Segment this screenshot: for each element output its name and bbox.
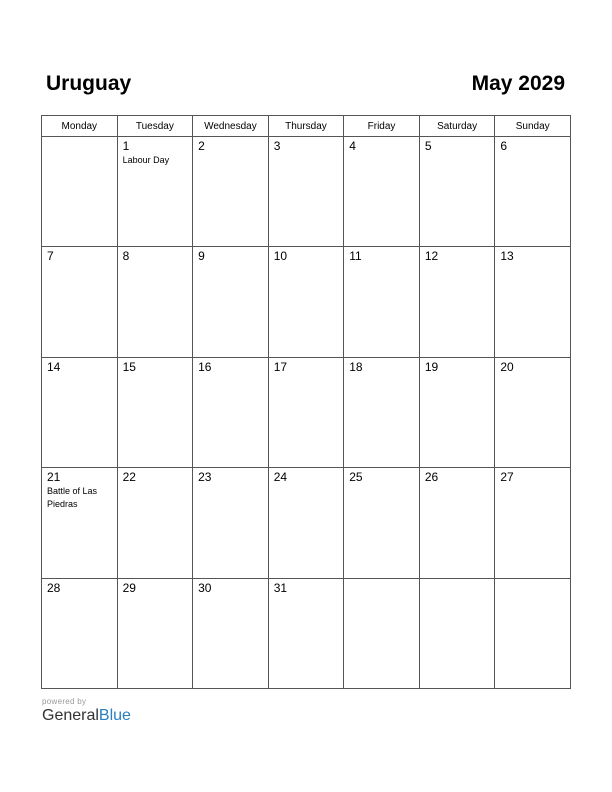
day-number: 27 (500, 470, 514, 485)
day-number: 11 (349, 249, 362, 264)
week-row (42, 468, 571, 578)
day-cell (268, 137, 344, 247)
day-number: 17 (273, 359, 288, 374)
day-number: 13 (500, 249, 514, 264)
week-row (42, 137, 571, 247)
day-cell (419, 578, 495, 688)
holiday-label: Battle of Las Piedras (47, 486, 98, 510)
day-number: 31 (273, 580, 288, 595)
day-cell (117, 468, 193, 578)
day-number: 30 (198, 580, 212, 595)
day-cell (42, 247, 118, 357)
weekday-header: Saturday (419, 116, 495, 137)
day-number: 4 (349, 139, 356, 153)
day-number: 24 (273, 470, 288, 485)
day-cell (495, 468, 571, 578)
day-cell (193, 578, 269, 688)
day-cell (193, 247, 269, 357)
day-cell (419, 137, 495, 247)
day-cell (495, 247, 571, 357)
day-number: 21 (47, 470, 61, 485)
day-number: 15 (122, 359, 136, 374)
weekday-header: Sunday (495, 116, 571, 137)
day-cell (42, 468, 118, 578)
weekday-header: Tuesday (117, 116, 193, 137)
day-cell (117, 247, 193, 357)
holiday-label: Labour Day (122, 155, 170, 165)
day-number: 3 (273, 139, 281, 153)
day-cell (193, 357, 269, 467)
day-cell (268, 468, 344, 578)
day-number: 23 (198, 470, 212, 485)
day-number: 1 (122, 139, 130, 153)
day-number: 16 (198, 359, 212, 374)
day-number: 6 (500, 139, 508, 153)
day-cell (344, 357, 420, 467)
day-cell (344, 468, 420, 578)
day-cell (344, 137, 420, 247)
day-number: 9 (198, 249, 205, 264)
day-cell (117, 357, 193, 467)
day-cell (419, 468, 495, 578)
day-cell (419, 247, 495, 357)
powered-by-text: powered by (42, 697, 87, 706)
brand-general-text: General (42, 707, 99, 724)
day-number: 8 (122, 249, 130, 264)
day-number: 26 (424, 470, 439, 485)
day-cell (117, 137, 193, 247)
day-number: 7 (47, 249, 54, 264)
day-cell (495, 137, 571, 247)
day-number: 5 (424, 139, 432, 153)
day-number: 18 (349, 359, 363, 374)
weekday-header: Wednesday (193, 116, 269, 137)
footer-branding (42, 697, 131, 725)
day-cell (42, 357, 118, 467)
country-title: Uruguay (46, 72, 132, 95)
weekday-header: Thursday (268, 116, 344, 137)
day-number: 22 (122, 470, 136, 485)
calendar-grid (41, 115, 571, 689)
day-cell (42, 578, 118, 688)
day-cell (268, 578, 344, 688)
day-cell (42, 137, 118, 247)
day-number: 2 (198, 139, 205, 153)
day-number: 25 (349, 470, 363, 485)
day-cell (419, 357, 495, 467)
day-number: 14 (47, 359, 61, 374)
day-number: 12 (424, 249, 439, 264)
day-number: 20 (500, 359, 514, 374)
brand-blue-text: Blue (98, 707, 131, 724)
day-cell (193, 137, 269, 247)
day-number: 10 (273, 249, 288, 264)
day-cell (117, 578, 193, 688)
day-number: 28 (47, 580, 61, 595)
day-cell (344, 578, 420, 688)
week-row (42, 357, 571, 467)
weekday-header: Monday (42, 116, 118, 137)
day-number: 29 (122, 580, 136, 595)
weekday-header-row (42, 116, 571, 137)
week-row (42, 578, 571, 688)
day-cell (268, 357, 344, 467)
day-cell (193, 468, 269, 578)
week-row (42, 247, 571, 357)
month-year-title: May 2029 (471, 72, 565, 95)
day-cell (495, 357, 571, 467)
weekday-header: Friday (344, 116, 420, 137)
day-cell (495, 578, 571, 688)
day-cell (268, 247, 344, 357)
day-number: 19 (424, 359, 439, 374)
brand-logo (42, 707, 131, 725)
day-cell (344, 247, 420, 357)
